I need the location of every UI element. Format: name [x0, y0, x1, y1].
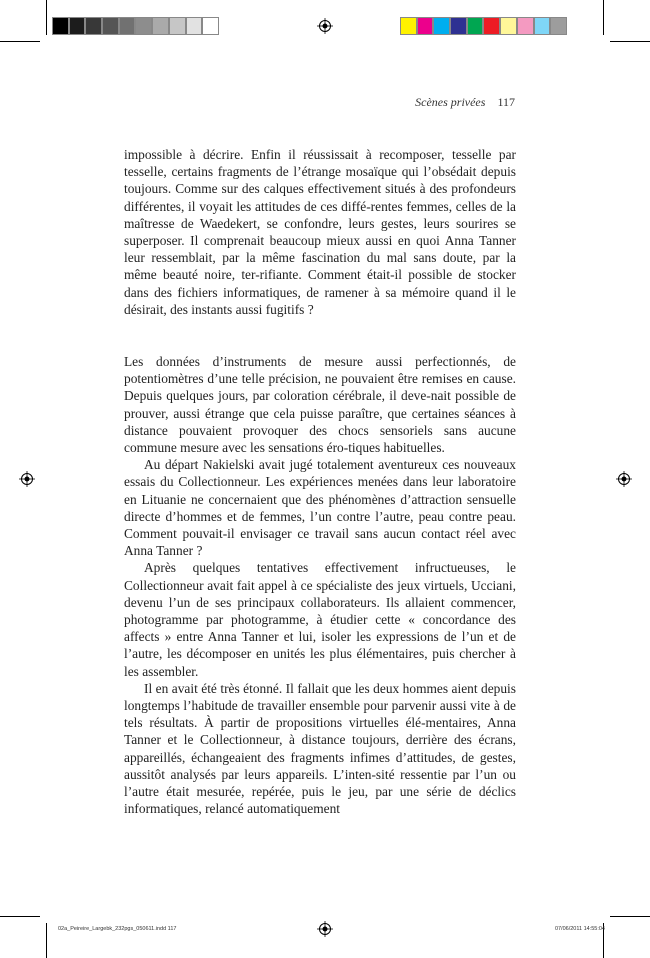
crop-mark	[46, 0, 47, 35]
paragraph: Après quelques tentatives effectivement infructueuses, le Collectionneur avait fait appel à ce spécialiste des jeux virtuels, Ucciani, devenu l’un de ses principaux collaborateurs. Ils allaient commencer, photogramme par photogramme, à étudier cette « concordance des affects » entre Anna Tanner et lui, isoler les expressions de l’un et de l’autre, les décomposer en unités les plus élémentaires, puis chercher à les assembler.	[124, 560, 516, 679]
running-header	[415, 95, 515, 110]
color-swatch	[186, 17, 203, 35]
body-text-block	[124, 353, 516, 817]
color-swatch	[135, 17, 152, 35]
crop-mark	[46, 923, 47, 958]
color-swatch	[500, 17, 517, 35]
color-swatch	[467, 17, 484, 35]
color-swatch	[69, 17, 86, 35]
color-swatch	[119, 17, 136, 35]
paragraph: Il en avait été très étonné. Il fallait que les deux hommes aient depuis longtemps l’habitude de travailler ensemble pour parvenir aussi vite à de tels résultats. À partir de propositions virtuelles élé-mentaires, Anna Tanner et le Collectionneur, à distance toujours, derrière des écrans, appareillés, échangeaient des fragments infimes d’attitudes, de gestes, aussitôt analysés par leurs appareils. L’inten-sité ressentie par l’un ou l’autre était mesurée, repérée, puis le jeu, par une série de déclics informatiques, relancé automatiquement	[124, 680, 516, 817]
color-swatch	[85, 17, 102, 35]
color-swatch	[152, 17, 169, 35]
color-swatch	[202, 17, 219, 35]
grayscale-color-bar	[52, 17, 219, 35]
color-swatch	[417, 17, 434, 35]
color-swatch	[534, 17, 551, 35]
color-swatch	[52, 17, 69, 35]
color-swatch	[450, 17, 467, 35]
paragraph: Les données d’instruments de mesure aussi perfectionnés, de potentiomètres d’une telle précision, ne pouvaient être remises en cause. Depuis quelques jours, par coloration cérébrale, il deve-nait possible de prouver, aussi étrange que cela puisse paraître, que certaines séances à distance pouvaient provoquer des chocs sensoriels sans aucune commune mesure avec les sensations éro-tiques habituelles.	[124, 354, 516, 456]
crop-mark	[0, 41, 40, 42]
crop-mark	[610, 916, 650, 917]
registration-mark-icon	[19, 471, 35, 487]
color-swatch	[102, 17, 119, 35]
paragraph: impossible à décrire. Enfin il réussissait à recomposer, tesselle par tesselle, certains fragments de l’étrange mosaïque qui l’obsédait depuis toujours. Comme sur des calques effectivement situés à des profondeurs différentes, il voyait les attitudes de ces diffé-rentes femmes, celles de la maîtresse de Waedekert, se confondre, leurs gestes, leurs sourires se superposer. Il comprenait beaucoup mieux aussi en quoi Anna Tanner leur ressemblait, par la même fascination du mal sans doute, par la même beauté noire, ter-rifiante. Comment était-il possible de stocker dans des fichiers informatiques, de ramener à sa mémoire quand il le désirait, des instants aussi fugitifs ?	[124, 147, 516, 317]
slug-filename: 02a_Peireire_Largebk_232pgs_050611.indd 117	[58, 926, 177, 932]
color-swatch	[433, 17, 450, 35]
color-swatch	[400, 17, 417, 35]
color-swatch	[483, 17, 500, 35]
slug-timestamp: 07/06/2011 14:55:04	[554, 926, 605, 932]
registration-mark-icon	[317, 18, 333, 34]
color-swatch	[550, 17, 567, 35]
page-number: 117	[497, 95, 515, 109]
color-swatch	[517, 17, 534, 35]
registration-mark-icon	[317, 921, 333, 937]
process-color-bar	[400, 17, 567, 35]
crop-mark	[0, 916, 40, 917]
color-swatch	[169, 17, 186, 35]
paragraph: Au départ Nakielski avait jugé totalement aventureux ces nouveaux essais du Collectionneur. Les expériences menées dans leur laboratoire en Lituanie ne concernaient que des phénomènes d’attraction sensuelle directe d’hommes et de femmes, l’un contre l’autre, peau contre peau. Comment pouvait-il envisager ce travail sans aucun contact réel avec Anna Tanner ?	[124, 457, 516, 559]
registration-mark-icon	[616, 471, 632, 487]
section-title: Scènes privées	[415, 95, 486, 109]
crop-mark	[610, 41, 650, 42]
crop-mark	[603, 0, 604, 35]
body-text-block	[124, 146, 516, 318]
